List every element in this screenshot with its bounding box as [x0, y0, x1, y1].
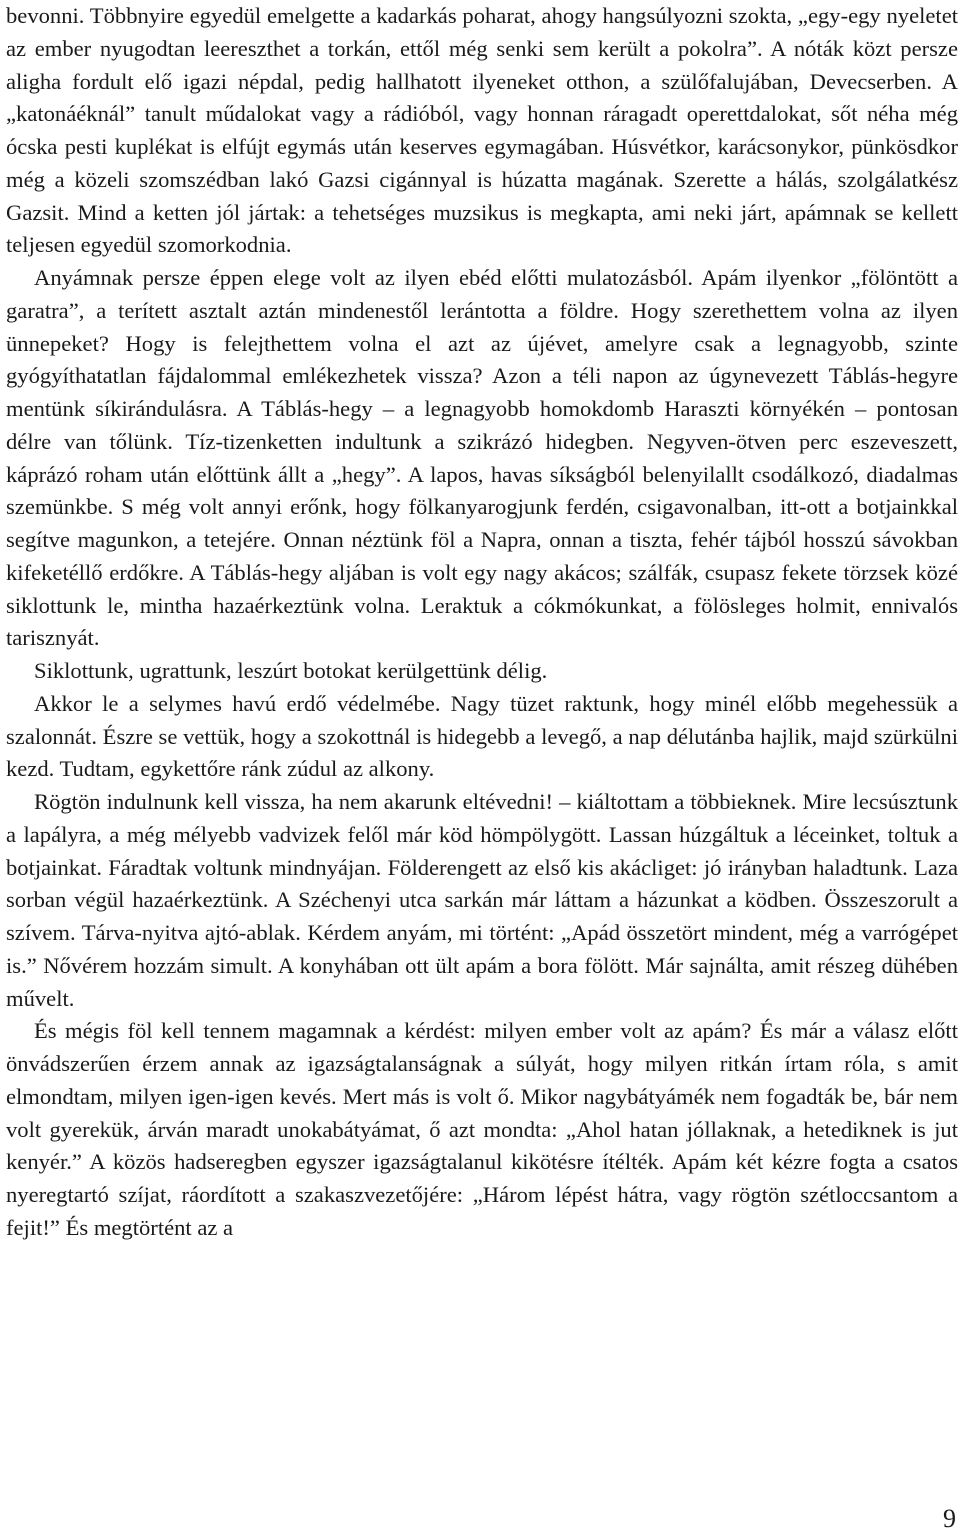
- paragraph-1: bevonni. Többnyire egyedül emelgette a kadarkás poharat, ahogy hangsúlyozni szokta, „egy-egy nyeletet az ember nyugodtan leereszthet a torkán, ettől még senki sem került a pokolra”. A nóták közt persze aligha fordult elő igazi népdal, pedig hallhatott ilyeneket otthon, a szülőfalujában, Devecserben. A „katonáéknál” tanult műdalokat vagy a rádióból, vagy honnan ráragadt operettdalokat, sőt néha még ócska pesti kuplékat is elfújt egymás után keserves egymagában. Húsvétkor, karácsonykor, pünkösdkor még a közeli szomszédban lakó Gazsi cigánnyal is húzatta magának. Szerette a hálás, szolgálatkész Gazsit. Mind a ketten jól jártak: a tehetséges muzsikus is megkapta, ami neki járt, apámnak se kellett teljesen egyedül szomorkodnia.: [6, 3, 958, 258]
- paragraph-5: Rögtön indulnunk kell vissza, ha nem akarunk eltévedni! – kiáltottam a többieknek. Mire lecsúsztunk a lapályra, a még mélyebb vadvizek felől már köd hömpölygött. Lassan húzgáltuk a léceinket, toltuk a botjainkat. Fáradtak voltunk mindnyájan. Földerengett az első kis akácliget: jó irányban haladtunk. Laza sorban végül hazaérkeztünk. A Széchenyi utca sarkán már láttam a házunkat a ködben. Összeszorult a szívem. Tárva-nyitva ajtó-ablak. Kérdem anyám, mi történt: „Apád összetört mindent, még a varrógépet is.” Nővérem hozzám simult. A konyhában ott ült apám a bora fölött. Már sajnálta, amit részeg dühében művelt.: [6, 789, 958, 1011]
- paragraph-2: Anyámnak persze éppen elege volt az ilyen ebéd előtti mulatozásból. Apám ilyenkor „fölöntött a garatra”, a terített asztalt aztán mindenestől lerántotta a földre. Hogy szerethettem volna az ilyen ünnepeket? Hogy is felejthettem volna el azt az újévet, amelyre csak a legnagyobb, szinte gyógyíthatatlan fájdalommal emlékezhetek vissza? Azon a téli napon az úgynevezett Táblás-hegyre mentünk síkirándulásra. A Táblás-hegy – a legnagyobb homokdomb Haraszti környékén – pontosan délre van tőlünk. Tíz-tizenketten indultunk a szikrázó hidegben. Negyven-ötven perc eszeveszett, káprázó roham után előttünk állt a „hegy”. A lapos, havas síkságból belenyilallt csodálkozó, diadalmas szemünkbe. S még volt annyi erőnk, hogy fölkanyarogjunk ferdén, csigavonalban, itt-ott a botjainkkal segítve magunkon, a tetejére. Onnan néztünk föl a Napra, onnan a tiszta, fehér tájból hosszú sávokban kifeketéllő erdőkre. A Táblás-hegy aljában is volt egy nagy akácos; szálfák, csupasz fekete törzsek közé siklottunk le, mintha hazaérkeztünk volna. Leraktuk a cókmókunkat, a fölösleges holmit, ennivalós tarisznyát.: [6, 265, 958, 651]
- paragraph-3: Siklottunk, ugrattunk, leszúrt botokat kerülgettünk délig.: [34, 658, 548, 683]
- body-text: [6, 0, 958, 1245]
- paragraph-4: Akkor le a selymes havú erdő védelmébe. Nagy tüzet raktunk, hogy minél előbb megehessük a szalonnát. Észre se vettük, hogy a szokottnál is hidegebb a levegő, a nap délutánba hajlik, majd szürkülni kezd. Tudtam, egykettőre ránk zúdul az alkony.: [6, 690, 958, 782]
- paragraph-6: És mégis föl kell tennem magamnak a kérdést: milyen ember volt az apám? És már a válasz előtt önvádszerűen érzem annak az igazságtalanságnak a súlyát, hogy milyen ritkán írtam róla, s amit elmondtam, milyen igen-igen kevés. Mert más is volt ő. Mikor nagybátyámék nem fogadták be, bár nem volt gyerekük, árván maradt unokabátyámat, ő azt mondta: „Ahol hatan jóllaknak, a hetediknek is jut kenyér.” A közös hadseregben egyszer igazságtalanul kikötésre ítélték. Apám két kézre fogta a csatos nyeregtartó szíjat, ráordított a szakaszvezetőjére: „Három lépést hátra, vagy rögtön szétloccsantom a fejit!” És megtörtént az a: [6, 1018, 958, 1240]
- document-page: [6, 0, 958, 1540]
- page-number: 9: [943, 1504, 956, 1533]
